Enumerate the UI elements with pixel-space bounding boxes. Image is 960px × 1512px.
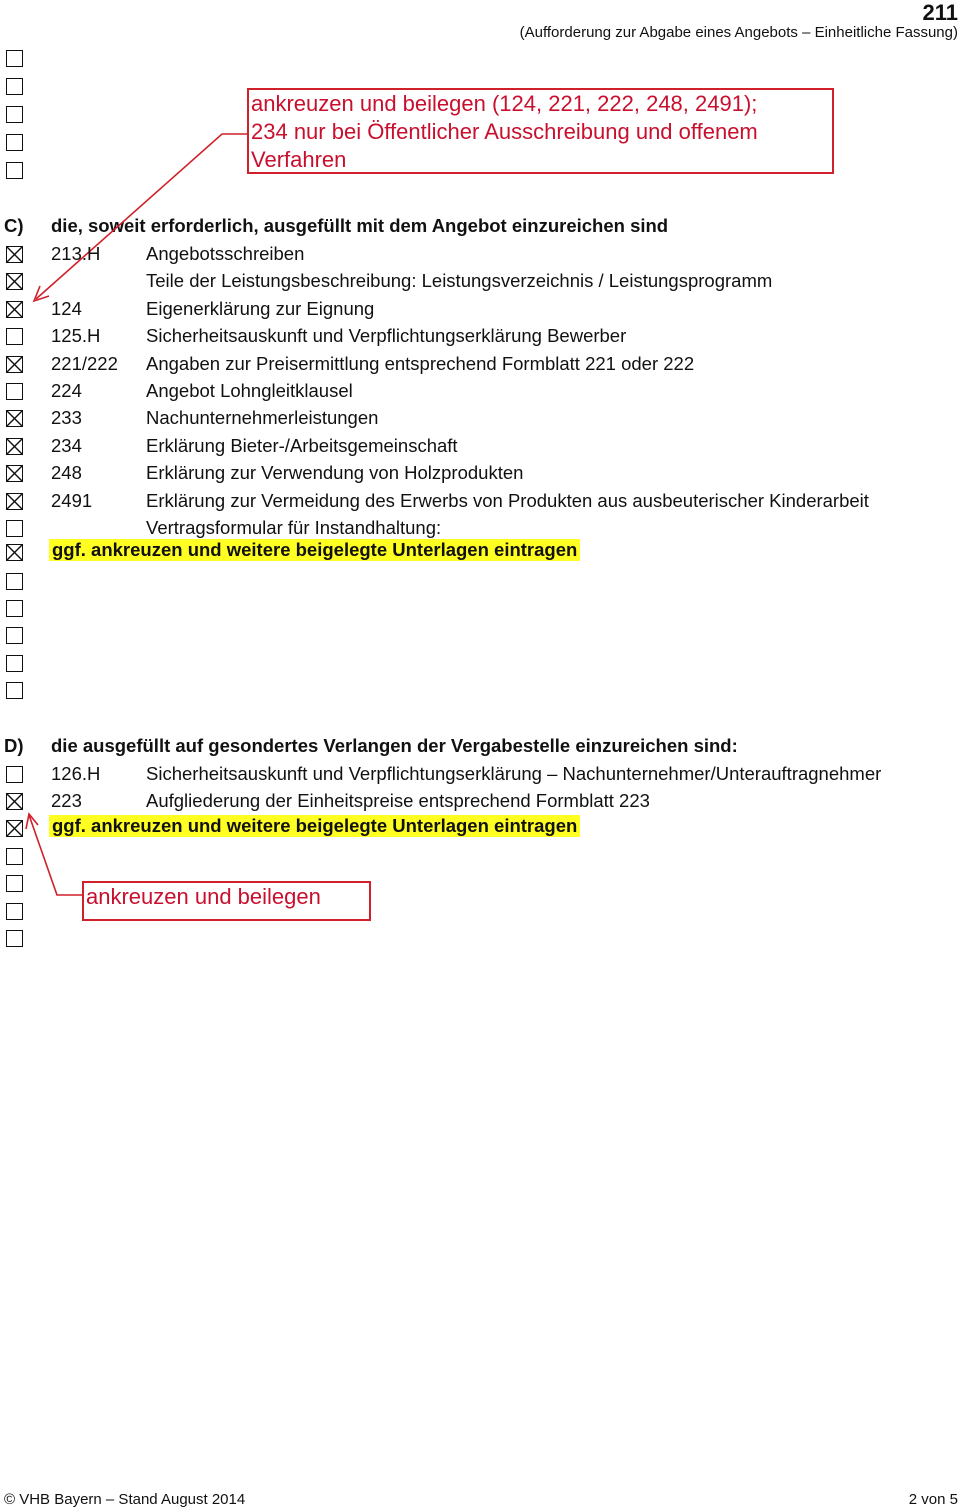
- callout-line: Verfahren: [251, 147, 347, 172]
- arrow-bottom: [26, 814, 82, 895]
- row-checkbox[interactable]: [6, 438, 23, 455]
- form-description: Nachunternehmerleistungen: [146, 407, 379, 429]
- checkmark-x-icon: [7, 357, 22, 372]
- row-checkbox[interactable]: [6, 493, 23, 510]
- empty-checkbox[interactable]: [6, 162, 23, 179]
- empty-checkbox[interactable]: [6, 682, 23, 699]
- row-checkbox[interactable]: [6, 520, 23, 537]
- footer-page-count: 2 von 5: [908, 1491, 958, 1508]
- empty-checkbox[interactable]: [6, 600, 23, 617]
- empty-checkbox[interactable]: [6, 655, 23, 672]
- page-number: 211: [922, 0, 958, 25]
- checkmark-x-icon: [7, 302, 22, 317]
- row-checkbox[interactable]: [6, 301, 23, 318]
- form-number: 125.H: [51, 325, 101, 347]
- form-subtitle: (Aufforderung zur Abgabe eines Angebots – Einheitliche Fassung): [519, 24, 958, 41]
- empty-checkbox[interactable]: [6, 903, 23, 920]
- form-description: Sicherheitsauskunft und Verpflichtungserklärung – Nachunternehmer/Unterauftragnehmer: [146, 763, 882, 784]
- highlight-checkbox[interactable]: [6, 544, 23, 561]
- empty-checkbox[interactable]: [6, 848, 23, 865]
- form-description: Eigenerklärung zur Eignung: [146, 297, 375, 319]
- row-checkbox[interactable]: [6, 410, 23, 427]
- checkmark-x-icon: [7, 439, 22, 454]
- form-number: 2491: [51, 489, 93, 511]
- empty-checkbox[interactable]: [6, 573, 23, 590]
- row-checkbox[interactable]: [6, 465, 23, 482]
- empty-checkbox[interactable]: [6, 78, 23, 95]
- row-checkbox[interactable]: [6, 328, 23, 345]
- form-number: 223: [51, 790, 82, 812]
- form-description: Angebotsschreiben: [146, 243, 305, 264]
- footer-copyright: © VHB Bayern – Stand August 2014: [4, 1491, 246, 1508]
- form-number: 124: [51, 297, 82, 319]
- form-description: Angebot Lohngleitklausel: [146, 380, 353, 401]
- form-number: 224: [51, 380, 82, 401]
- form-number: 234: [51, 434, 82, 456]
- form-number: 233: [51, 407, 82, 429]
- callout-line: ankreuzen und beilegen (124, 221, 222, 248, 2491);: [251, 91, 758, 116]
- checkmark-x-icon: [7, 466, 22, 481]
- form-description: Erklärung zur Verwendung von Holzprodukten: [146, 462, 524, 484]
- section-d-highlight-note: ggf. ankreuzen und weitere beigelegte Unterlagen eintragen: [49, 815, 580, 837]
- section-c-letter: C): [4, 215, 24, 236]
- checkmark-x-icon: [7, 411, 22, 426]
- form-description: Erklärung zur Vermeidung des Erwerbs von Produkten aus ausbeuterischer Kinderarbeit: [146, 489, 869, 511]
- row-checkbox[interactable]: [6, 766, 23, 783]
- form-number: 248: [51, 462, 82, 484]
- section-d-letter: D): [4, 735, 24, 756]
- highlight-checkbox[interactable]: [6, 820, 23, 837]
- form-number: 221/222: [51, 352, 118, 374]
- row-checkbox[interactable]: [6, 793, 23, 810]
- form-description: Sicherheitsauskunft und Verpflichtungserklärung Bewerber: [146, 325, 627, 347]
- callout-line: 234 nur bei Öffentlicher Ausschreibung und offenem: [251, 119, 758, 144]
- empty-checkbox[interactable]: [6, 134, 23, 151]
- form-number: 213.H: [51, 243, 101, 264]
- form-number: 126.H: [51, 763, 101, 784]
- empty-checkbox[interactable]: [6, 106, 23, 123]
- form-description: Vertragsformular für Instandhaltung:: [146, 517, 442, 538]
- form-description: Angaben zur Preisermittlung entsprechend Formblatt 221 oder 222: [146, 352, 695, 374]
- checkmark-x-icon: [7, 274, 22, 289]
- empty-checkbox[interactable]: [6, 875, 23, 892]
- form-description: Erklärung Bieter-/Arbeitsgemeinschaft: [146, 434, 458, 456]
- form-description: Aufgliederung der Einheitspreise entsprechend Formblatt 223: [146, 790, 650, 812]
- checkmark-x-icon: [7, 821, 22, 836]
- checkmark-x-icon: [7, 794, 22, 809]
- row-checkbox[interactable]: [6, 246, 23, 263]
- form-description: Teile der Leistungsbeschreibung: Leistungsverzeichnis / Leistungsprogramm: [146, 270, 773, 292]
- empty-checkbox[interactable]: [6, 930, 23, 947]
- checkmark-x-icon: [7, 545, 22, 560]
- section-d-title: die ausgefüllt auf gesondertes Verlangen der Vergabestelle einzureichen sind:: [51, 735, 738, 756]
- checkmark-x-icon: [7, 494, 22, 509]
- row-checkbox[interactable]: [6, 273, 23, 290]
- section-c-title: die, soweit erforderlich, ausgefüllt mit dem Angebot einzureichen sind: [51, 215, 669, 236]
- section-c-highlight-note: ggf. ankreuzen und weitere beigelegte Unterlagen eintragen: [49, 539, 580, 561]
- empty-checkbox[interactable]: [6, 627, 23, 644]
- checkmark-x-icon: [7, 247, 22, 262]
- empty-checkbox[interactable]: [6, 50, 23, 67]
- row-checkbox[interactable]: [6, 356, 23, 373]
- row-checkbox[interactable]: [6, 383, 23, 400]
- callout-text: ankreuzen und beilegen: [86, 884, 321, 909]
